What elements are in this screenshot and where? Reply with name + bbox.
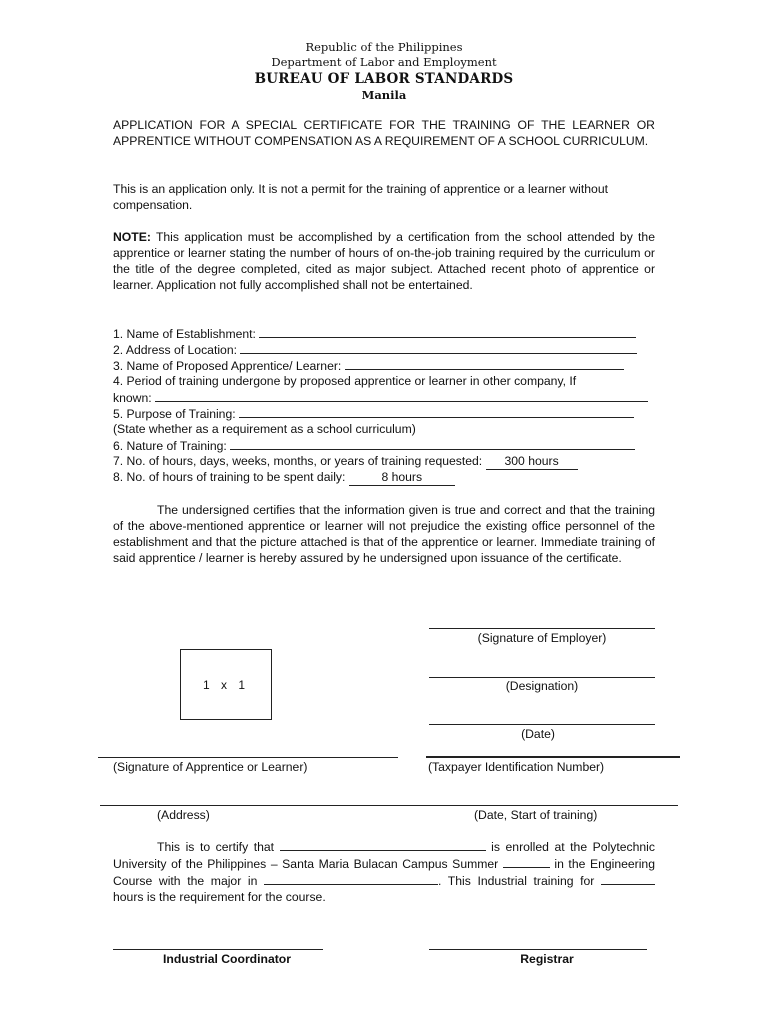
date-caption: (Date) <box>521 727 555 741</box>
school-cert-part1: This is to certify that <box>157 840 280 854</box>
note-label: NOTE: <box>113 230 151 244</box>
hours-daily-value[interactable]: 8 hours <box>349 469 455 486</box>
establishment-blank[interactable] <box>259 325 636 338</box>
header-bureau: BUREAU OF LABOR STANDARDS <box>254 71 514 87</box>
header-department: Department of Labor and Employment <box>271 55 497 69</box>
field-apprentice-name <box>113 357 624 374</box>
employer-signature-line[interactable] <box>429 628 655 629</box>
training-hours-blank[interactable] <box>601 872 655 885</box>
tin-line[interactable] <box>426 756 680 758</box>
start-date-caption: (Date, Start of training) <box>474 808 598 822</box>
field-period-label: 4. Period of training undergone by proposed apprentice or learner in other company, If <box>113 374 577 388</box>
student-name-blank[interactable] <box>280 838 486 851</box>
designation-caption: (Designation) <box>505 679 579 693</box>
hours-requested-value[interactable]: 300 hours <box>486 453 578 470</box>
summer-year-blank[interactable] <box>503 855 550 868</box>
field-nature-label: 6. Nature of Training: <box>113 439 231 453</box>
field-apprentice-label: 3. Name of Proposed Apprentice/ Learner: <box>113 359 345 373</box>
field-hours-requested-label: 7. No. of hours, days, weeks, months, or years of training requested: <box>113 454 486 468</box>
field-establishment <box>113 325 636 342</box>
field-purpose <box>113 405 634 422</box>
application-title: APPLICATION FOR A SPECIAL CERTIFICATE FOR THE TRAINING OF THE LEARNER OR APPRENTICE WITHOUT COMPENSATION AS A REQUIREMENT OF A SCHOOL CURRICULUM. <box>113 118 655 148</box>
header-city: Manila <box>361 88 407 102</box>
address-line[interactable] <box>100 805 678 806</box>
school-cert-part4: . This Industrial training for <box>438 874 601 888</box>
field-period <box>113 373 655 389</box>
field-purpose-note: (State whether as a requirement as a school curriculum) <box>113 422 416 436</box>
field-establishment-label: 1. Name of Establishment: <box>113 327 260 341</box>
note-paragraph <box>113 229 655 293</box>
photo-box[interactable] <box>180 649 272 720</box>
apprentice-name-blank[interactable] <box>345 357 624 370</box>
period-blank[interactable] <box>155 389 648 402</box>
field-hours-daily <box>113 469 455 486</box>
field-hours-requested <box>113 453 578 470</box>
major-blank[interactable] <box>264 872 438 885</box>
disclaimer-text: This is an application only. It is not a permit for the training of apprentice or a learner without compensation. <box>113 182 608 212</box>
photo-box-label: 1 x 1 <box>202 677 249 692</box>
school-cert-part5: hours is the requirement for the course. <box>113 890 326 904</box>
apprentice-signature-line[interactable] <box>98 757 398 758</box>
field-nature <box>113 437 635 454</box>
address-blank[interactable] <box>240 341 637 354</box>
purpose-blank[interactable] <box>239 405 634 418</box>
certification-text: The undersigned certifies that the information given is true and correct and that the training of the above-mentioned apprentice or learner will not prejudice the existing office personnel of the establishment and that the picture attached is that of the apprentice or learner. Immediate training of said apprentice / learner is hereby assured by he undersigned upon issuance of the certificate. <box>113 503 655 565</box>
header-republic: Republic of the Philippines <box>305 40 463 54</box>
coordinator-signature-line[interactable] <box>113 949 323 950</box>
field-purpose-label: 5. Purpose of Training: <box>113 407 240 421</box>
note-text: This application must be accomplished by a certification from the school attended by the apprentice or learner stating the number of hours of on-the-job training required by the curriculum or the title of the degree completed, cited as major subject. Attached recent photo of apprentice or learner. Application not fully accomplished shall not be entertained. <box>113 230 655 292</box>
field-period-known <box>113 389 648 406</box>
field-address-label: 2. Address of Location: <box>113 343 241 357</box>
document-header <box>0 40 768 103</box>
school-certification <box>113 838 655 905</box>
registrar-signature-line[interactable] <box>429 949 647 950</box>
field-period-known-label: known: <box>113 391 156 405</box>
school-cert-part3: in the Engineering Course with the major in <box>113 857 655 888</box>
coordinator-caption: Industrial Coordinator <box>163 952 291 966</box>
nature-blank[interactable] <box>230 437 635 450</box>
field-hours-daily-label: 8. No. of hours of training to be spent daily: <box>113 470 349 484</box>
employer-signature-caption: (Signature of Employer) <box>477 631 607 645</box>
certification-paragraph <box>113 502 655 566</box>
school-cert-part2: is enrolled at the Polytechnic University of the Philippines – Santa Maria Bulacan Campus Summer <box>113 840 655 871</box>
registrar-caption: Registrar <box>520 952 574 966</box>
address-caption: (Address) <box>157 808 210 822</box>
tin-caption: (Taxpayer Identification Number) <box>428 760 605 774</box>
field-address <box>113 341 637 358</box>
apprentice-signature-caption: (Signature of Apprentice or Learner) <box>113 760 308 774</box>
date-line[interactable] <box>429 724 655 725</box>
